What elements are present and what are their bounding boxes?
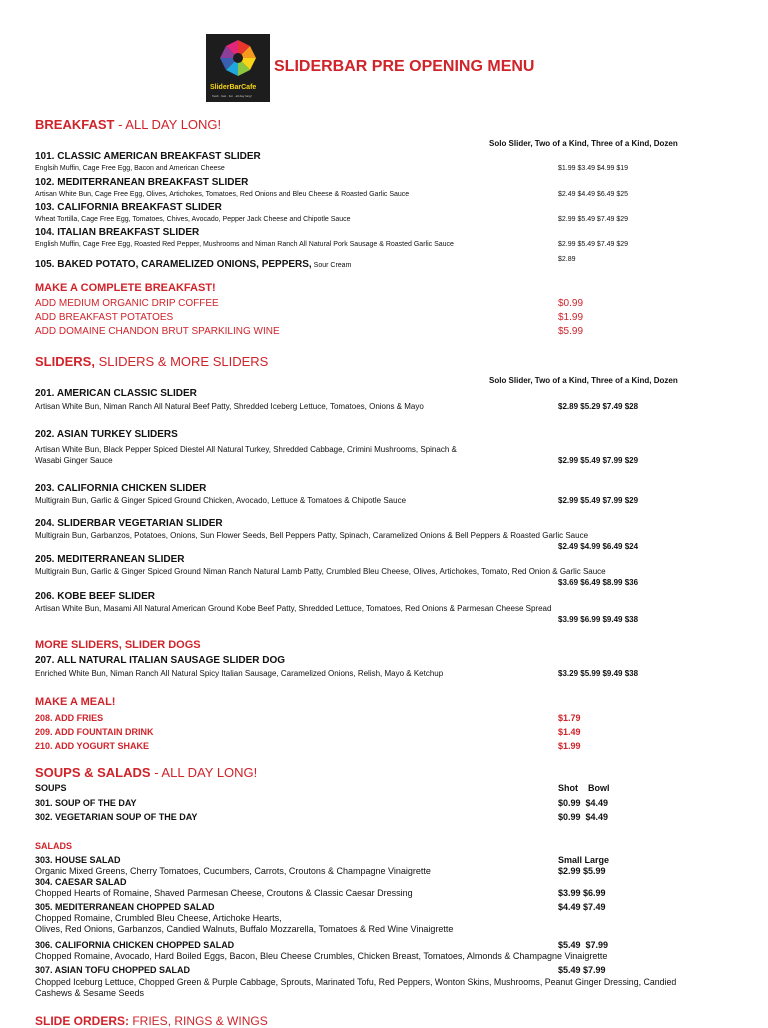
addon-coffee: ADD MEDIUM ORGANIC DRIP COFFEE bbox=[35, 298, 219, 309]
menu-item-307-desc-line2: Cashews & Sesame Seeds bbox=[35, 988, 145, 998]
menu-item-204-name: 204. SLIDERBAR VEGETARIAN SLIDER bbox=[35, 518, 223, 529]
menu-item-304-desc: Chopped Hearts of Romaine, Shaved Parmesan Cheese, Croutons & Classic Caesar Dressing bbox=[35, 888, 413, 898]
sliders-heading: SLIDERS, SLIDERS & MORE SLIDERS bbox=[35, 354, 269, 369]
menu-item-301-name: 301. SOUP OF THE DAY bbox=[35, 798, 137, 808]
menu-item-210-name: 210. ADD YOGURT SHAKE bbox=[35, 741, 150, 751]
menu-item-104-price: $2.99 $5.49 $7.49 $29 bbox=[558, 241, 629, 248]
menu-item-202-price: $2.99 $5.49 $7.99 $29 bbox=[558, 456, 639, 465]
menu-item-303-name: 303. HOUSE SALAD bbox=[35, 855, 121, 865]
menu-item-205-desc: Multigrain Bun, Garlic & Ginger Spiced Ground Niman Ranch Natural Lamb Patty, Crumbled Bleu Cheese, Olives, Artichokes, Tomato, Red Onion & Garlic Sauce bbox=[35, 567, 606, 576]
menu-item-207-name: 207. ALL NATURAL ITALIAN SAUSAGE SLIDER DOG bbox=[35, 655, 286, 666]
menu-item-203-desc: Multigrain Bun, Garlic & Ginger Spiced Ground Chicken, Avocado, Lettuce & Tomatoes & Chipotle Sauce bbox=[35, 496, 407, 505]
menu-item-102-name: 102. MEDITERRANEAN BREAKFAST SLIDER bbox=[35, 177, 249, 188]
side-orders-heading: SLIDE ORDERS: FRIES, RINGS & WINGS bbox=[35, 1014, 268, 1028]
menu-item-307-name: 307. ASIAN TOFU CHOPPED SALAD bbox=[35, 965, 191, 975]
menu-item-204-desc: Multigrain Bun, Garbanzos, Potatoes, Onions, Sun Flower Seeds, Bell Peppers Patty, Spinach, Caramelized Onions & Bell Peppers & Roasted Garlic Sauce bbox=[35, 531, 589, 540]
breakfast-columns: Solo Slider, Two of a Kind, Three of a Kind, Dozen bbox=[489, 139, 678, 148]
addon-potatoes: ADD BREAKFAST POTATOES bbox=[35, 312, 174, 323]
menu-item-104-desc: English Muffin, Cage Free Egg, Roasted Red Pepper, Mushrooms and Niman Ranch All Natural Pork Sausage & Roasted Garlic Sauce bbox=[35, 241, 454, 248]
menu-item-302-name: 302. VEGETARIAN SOUP OF THE DAY bbox=[35, 812, 198, 822]
salads-label: SALADS bbox=[35, 841, 73, 851]
make-a-meal-heading: MAKE A MEAL! bbox=[35, 696, 116, 708]
complete-breakfast-heading: MAKE A COMPLETE BREAKFAST! bbox=[35, 282, 216, 294]
menu-item-208-name: 208. ADD FRIES bbox=[35, 713, 104, 723]
menu-item-102-price: $2.49 $4.49 $6.49 $25 bbox=[558, 191, 629, 198]
menu-item-203-name: 203. CALIFORNIA CHICKEN SLIDER bbox=[35, 483, 207, 494]
menu-item-201-name: 201. AMERICAN CLASSIC SLIDER bbox=[35, 388, 197, 399]
logo-tagline: fresh · fast · fun · all day long! bbox=[212, 94, 252, 98]
menu-item-201-price: $2.89 $5.29 $7.49 $28 bbox=[558, 402, 639, 411]
menu-item-103-price: $2.99 $5.49 $7.49 $29 bbox=[558, 216, 629, 223]
menu-item-304-price: $3.99 $6.99 bbox=[558, 888, 606, 898]
menu-item-301-price: $0.99 $4.49 bbox=[558, 798, 609, 808]
menu-item-104-name: 104. ITALIAN BREAKFAST SLIDER bbox=[35, 227, 200, 238]
menu-item-204-price: $2.49 $4.99 $6.49 $24 bbox=[558, 542, 639, 551]
menu-item-304-name: 304. CAESAR SALAD bbox=[35, 877, 127, 887]
breakfast-heading: BREAKFAST - ALL DAY LONG! bbox=[35, 117, 222, 132]
menu-item-208-price: $1.79 bbox=[558, 713, 581, 723]
menu-item-303-price: $2.99 $5.99 bbox=[558, 866, 606, 876]
menu-item-206-desc: Artisan White Bun, Masami All Natural American Ground Kobe Beef Patty, Shredded Lettuce, Tomatoes, Red Onions & Parmesan Cheese Spread bbox=[35, 604, 552, 613]
menu-item-305-name: 305. MEDITERRANEAN CHOPPED SALAD bbox=[35, 902, 215, 912]
menu-item-305-price: $4.49 $7.49 bbox=[558, 902, 606, 912]
menu-item-105-name: 105. BAKED POTATO, CARAMELIZED ONIONS, PEPPERS, bbox=[35, 259, 312, 270]
menu-item-102-desc: Artisan White Bun, Cage Free Egg, Olives, Artichokes, Tomatoes, Red Onions and Bleu Cheese & Roasted Garlic Sauce bbox=[35, 191, 410, 198]
menu-item-209-name: 209. ADD FOUNTAIN DRINK bbox=[35, 727, 154, 737]
addon-wine: ADD DOMAINE CHANDON BRUT SPARKILING WINE bbox=[35, 326, 280, 337]
menu-item-306-price: $5.49 $7.99 bbox=[558, 940, 609, 950]
menu-item-307-price: $5.49 $7.99 bbox=[558, 965, 606, 975]
menu-item-305-desc: Chopped Romaine, Crumbled Bleu Cheese, Artichoke Hearts, bbox=[35, 913, 282, 923]
menu-item-305-desc-line2: Olives, Red Onions, Garbanzos, Candied Walnuts, Buffalo Mozzarella, Tomatoes & Red Wine Vinaigrette bbox=[35, 924, 454, 934]
menu-item-202-name: 202. ASIAN TURKEY SLIDERS bbox=[35, 429, 178, 440]
logo-graphic bbox=[206, 34, 270, 102]
sliders-columns: Solo Slider, Two of a Kind, Three of a Kind, Dozen bbox=[489, 376, 678, 385]
menu-item-202-desc: Artisan White Bun, Black Pepper Spiced Diestel All Natural Turkey, Shredded Cabbage, Crimini Mushrooms, Spinach & bbox=[35, 445, 457, 454]
salads-columns: Small Large bbox=[558, 855, 610, 865]
menu-item-306-desc: Chopped Romaine, Avocado, Hard Boiled Eggs, Bacon, Bleu Cheese Crumbles, Chicken Breast, Tomatoes, Almonds & Champagne Vinaigrette bbox=[35, 951, 608, 961]
menu-item-307-desc: Chopped Iceburg Lettuce, Chopped Green & Purple Cabbage, Sprouts, Marinated Tofu, Red Peppers, Wonton Skins, Mushrooms, Peanut Ginger Dressing, Candied bbox=[35, 977, 677, 987]
menu-item-209-price: $1.49 bbox=[558, 727, 581, 737]
menu-item-202-desc-line2: Wasabi Ginger Sauce bbox=[35, 456, 113, 465]
menu-item-101-price: $1.99 $3.49 $4.99 $19 bbox=[558, 165, 629, 172]
soups-salads-heading: SOUPS & SALADS - ALL DAY LONG! bbox=[35, 765, 258, 780]
addon-coffee-price: $0.99 bbox=[558, 298, 584, 309]
menu-item-303-desc: Organic Mixed Greens, Cherry Tomatoes, Cucumbers, Carrots, Croutons & Champagne Vinaigrette bbox=[35, 866, 431, 876]
menu-item-101-name: 101. CLASSIC AMERICAN BREAKFAST SLIDER bbox=[35, 151, 261, 162]
menu-item-201-desc: Artisan White Bun, Niman Ranch All Natural Beef Patty, Shredded Iceberg Lettuce, Tomatoes, Onions & Mayo bbox=[35, 402, 424, 411]
menu-item-103-desc: Wheat Tortilla, Cage Free Egg, Tomatoes, Chives, Avocado, Pepper Jack Cheese and Chipotle Sauce bbox=[35, 216, 351, 223]
menu-item-105 bbox=[35, 254, 351, 272]
menu-item-206-price: $3.99 $6.99 $9.49 $38 bbox=[558, 615, 639, 624]
addon-wine-price: $5.99 bbox=[558, 326, 584, 337]
menu-item-210-price: $1.99 bbox=[558, 741, 581, 751]
menu-item-203-price: $2.99 $5.49 $7.99 $29 bbox=[558, 496, 639, 505]
menu-item-105-price: $2.89 bbox=[558, 256, 576, 263]
menu-item-302-price: $0.99 $4.49 bbox=[558, 812, 609, 822]
soups-label: SOUPS bbox=[35, 783, 67, 793]
menu-item-207-price: $3.29 $5.99 $9.49 $38 bbox=[558, 669, 639, 678]
menu-item-205-name: 205. MEDITERRANEAN SLIDER bbox=[35, 554, 185, 565]
slider-dogs-heading: MORE SLIDERS, SLIDER DOGS bbox=[35, 639, 201, 651]
soups-columns: Shot Bowl bbox=[558, 783, 610, 793]
addon-potatoes-price: $1.99 bbox=[558, 312, 584, 323]
menu-item-306-name: 306. CALIFORNIA CHICKEN CHOPPED SALAD bbox=[35, 940, 235, 950]
menu-item-105-desc: Sour Cream bbox=[311, 262, 352, 269]
menu-item-206-name: 206. KOBE BEEF SLIDER bbox=[35, 591, 156, 602]
menu-item-205-price: $3.69 $6.49 $8.99 $36 bbox=[558, 578, 639, 587]
sliderbar-logo bbox=[206, 34, 270, 102]
menu-item-101-desc: Englsih Muffin, Cage Free Egg, Bacon and American Cheese bbox=[35, 165, 225, 172]
menu-item-103-name: 103. CALIFORNIA BREAKFAST SLIDER bbox=[35, 202, 222, 213]
menu-item-207-desc: Enriched White Bun, Niman Ranch All Natural Spicy Italian Sausage, Caramelized Onions, Relish, Mayo & Ketchup bbox=[35, 669, 444, 678]
page-title: SLIDERBAR PRE OPENING MENU bbox=[274, 58, 535, 75]
logo-text: SliderBarCafe bbox=[210, 84, 257, 91]
